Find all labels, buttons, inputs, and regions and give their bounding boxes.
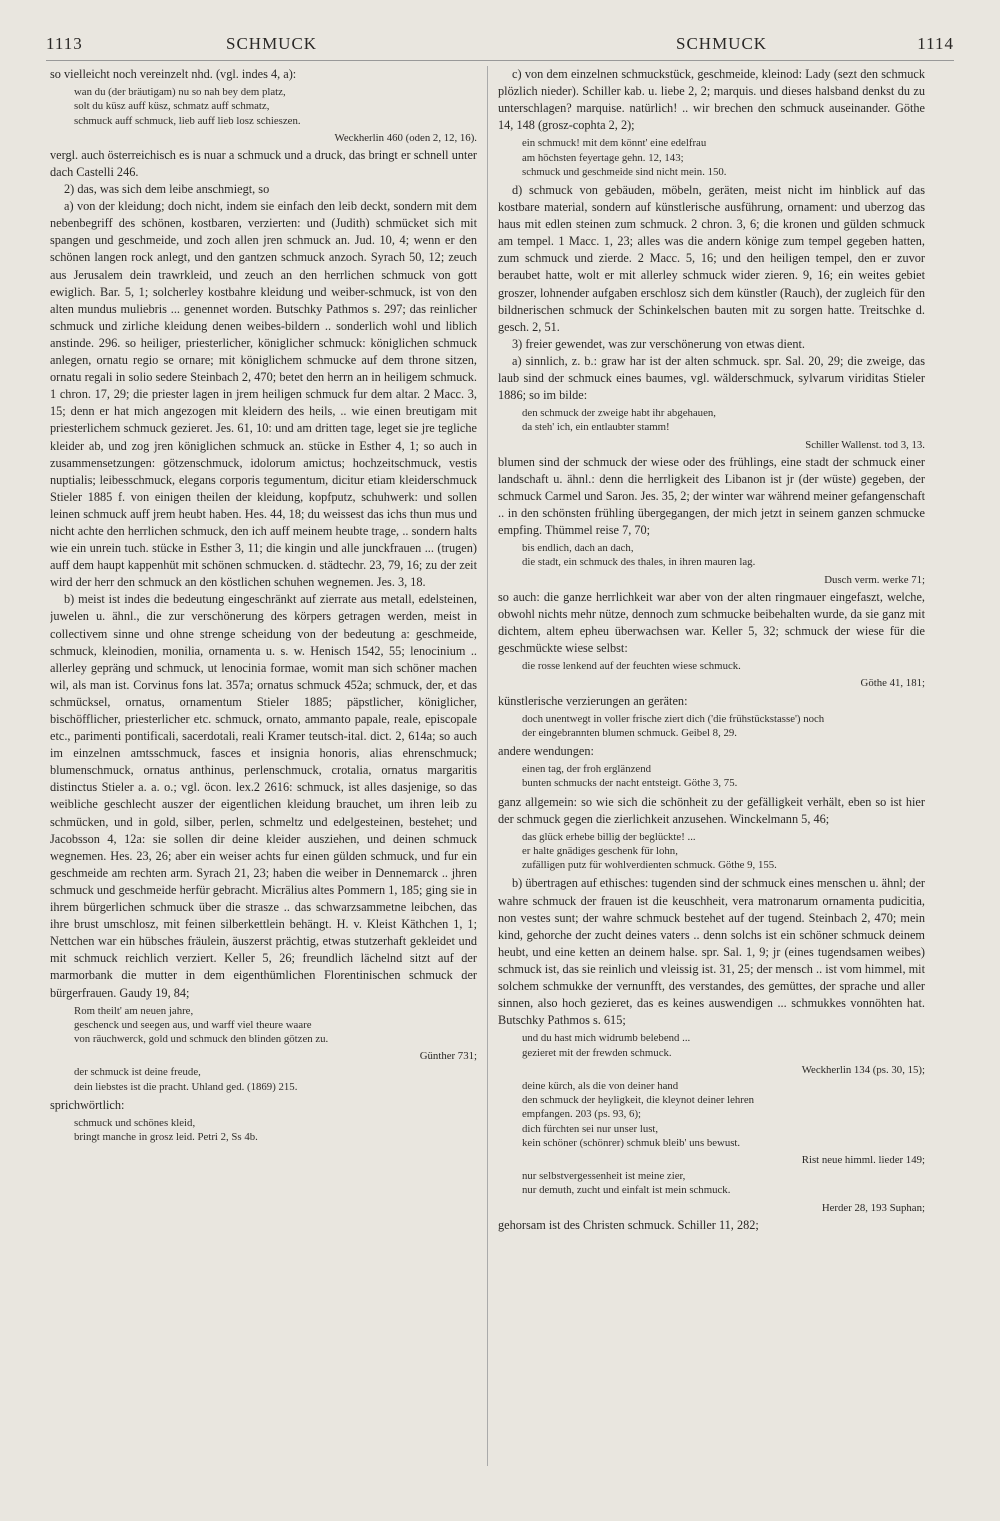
entry-paragraph: b) meist ist indes die bedeutung eingeschränkt auf zierrate aus metall, edelsteinen, juwelen u. ähnl., die zur verschönerung des körpers getragen werden, meist in collectivem sinne und ohne strenge scheidung von der bedeutung a: geschmeide, schmuck, kleinodien, monilia, ornamenta u. s. w. Henisch 1542, 55; lenocinium .. allerley gepräng und schmuck, ut lenocinia formae, womit man sich schöner machen wil, als man ist. Corvinus fons lat. 357a; ornatus schmuck 452a; schmuck, der, et das schmücksel, ornatus, ornamentum Stieler 1885; päpstlicher, königlicher, bischöfflicher, priesterlicher etc. schmuck, ornato, ammanto papale, reale, episcopale etc., parimenti pontificali, sacerdotali, reali Kramer teutsch-ital. dict. 2, 614a; so auch im einzelnen amtsschmuck, fasces et insignia honoris, alias ehrenschmuck; blumenschmuck, ornatus anthinus, perlenschmuck, crotalia, ornatus margaritis distinctus Stieler a. a. o.; vgl. öcon. lex.2 2616: schmuck, ist alles dasjenige, so das weibliche geschlecht auszer der eigentlichen kleidung brauchet, um ihren leib zu schmücken, und in gold, silber, perlen, schmeltz und edelgesteinen, bestehet; und Jacobsson 4, 12a: sie sollen dir deine kleider ausziehen, und deinen schmuck wegnemen. Hes. 23, 26; aber ein weiser achts fur einen gülden schmuck, und fur ein geschmeide am rechten arm. Syrach 21, 23; haben die weiber in Dennemarck .. jhren schmuck und geschmeide herfür gebracht. Micrälius altes Pommern 1, 185; ging sie in ihrem bürgerlichen schmuck über die strasze .. das schwarzsammetne leibchen, das ihre brust umschlosz, mit feinen silberkettlein behängt. H. v. Kleist Käthchen 1, 1; Nettchen war ein hübsches fräulein, äuszerst prächtig, etwas stutzerhaft gekleidet und mit schmuck reichlich verziert. Keller 5, 26; freundlich lächelnd sitzt auf der marmorbank die mutter in dem eigenthümlichen Florentinischen schmuck der bürgerfrauen. Gaudy 19, 84; (50, 592, 477, 1000)
source-citation: Rist neue himml. lieder 149; (801, 1153, 925, 1166)
keyword-right: SCHMUCK (676, 34, 768, 53)
entry-paragraph: andere wendungen: (498, 744, 594, 759)
verse-quote: ein schmuck! mit dem könnt' eine edelfrau am höchsten feyertage gehn. 12, 143; schmuck und geschmeide sind nicht mein. 150. (522, 137, 727, 178)
entry-paragraph: künstlerische verzierungen an geräten: (498, 693, 688, 708)
column-divider (487, 66, 488, 1466)
entry-paragraph: ganz allgemein: so wie sich die schönheit zu der gefälligkeit verhält, eben so ist hier der schmuck gegen die zierlichkeit anzusehen. Winckelmann 5, 46; (498, 794, 925, 826)
source-citation: Göthe 41, 181; (860, 677, 925, 690)
entry-paragraph: a) sinnlich, z. b.: graw har ist der alten schmuck. spr. Sal. 20, 29; die zweige, das laub sind der schmuck eines baumes, vgl. wälderschmuck, sylvarum viriditas Stieler 1886; so im bilde: (498, 353, 925, 403)
verse-quote: und du hast mich widrumb belebend ... gezieret mit der frewden schmuck. (522, 1032, 691, 1059)
verse-quote: Rom theilt' am neuen jahre, geschenck und seegen aus, und warff viel theure waare von räuchwerck, gold und schmuck den blinden götzen zu. (74, 1004, 329, 1045)
left-column (50, 66, 477, 1466)
verse-quote: wan du (der bräutigam) nu so nah bey dem platz, solt du küsz auff küsz, schmatz auff schmatz, schmuck auff schmuck, lieb auff lieb losz schieszen. (74, 86, 301, 127)
verse-quote: einen tag, der froh erglänzend bunten schmucks der nacht entsteigt. Göthe 3, 75. (522, 763, 738, 790)
entry-paragraph: d) schmuck von gebäuden, möbeln, geräten, meist nicht im hinblick auf das kostbare material, sondern auf künstlerische ausführung, ornament: und uberzog das haus mit edlen steinen zum schmuck. 2 chron. 3, 6; die kronen und gülden schmuck am tempel. 1 Macc. 1, 23; alles was die andern könige zum tempel gegeben hatten, zum schmuck und zierde. 2 Macc. 5, 16; und den heiligen tempel, den er zuvor beraubet hatte, wolt er mit allerley schmuck wider zieren. 9, 16; ein weites gebiet groszer, lohnender aufgaben erschlosz sich dem künstler (Rauch), der zugleich für den bildnerischen schmuck der Schinkelschen bauten mit zu sorgen hatte. Treitschke d. gesch. 2, 51. (498, 182, 925, 334)
source-citation: Günther 731; (419, 1050, 477, 1063)
entry-paragraph: c) von dem einzelnen schmuckstück, geschmeide, kleinod: Lady (sezt den schmuck plözlich nieder). Schiller kab. u. liebe 2, 2; marquis. und dieses halsband denkst du zu unterschlagen? marquise. natürlich! .. wir brechen den schmuck auseinander. Göthe 14, 148 (grosz-cophta 2, 2); (498, 67, 925, 133)
entry-paragraph: a) von der kleidung; doch nicht, indem sie einfach den leib deckt, sondern mit dem nebenbegriff des schönen, kostbaren, verzierten: und (Judith) schmücket sich mit spangen und geschmeide, und zoch allen jren schmuck an. Jud. 10, 4; wenn er den schönen langen rock anlegt, und den gantzen schmuck anzoch. Syrach 50, 12; zeuch aus Jerusalem dein trawrkleid, und zeuch an den herrlichen schmuck von gott ewiglich. Bar. 5, 1; solcherley kostbahre kleidung und weiber-schmuck, ist von den alten mundus muliebris ... genennet worden. Butschky Pathmos s. 297; das reinlicher schmuck und zirliche kleidung denen weibes-bildern .. sonderlich wohl und liblich anstinde. 296. so heiliger, priesterlicher, königlicher schmuck: königlichen schmuck anlegen, ornatu regio se ornare; mit königlichem schmucke auf dem throne sitzen, ornatu regali in solio sedere Steinbach 2, 470; betet den herrn an in heiligem schmuck. 1 chron. 17, 29; die priester lagen in jrem heiligen schmuck fur dem altar. 2 Macc. 3, 15; denn er hat mich angezogen mit kleidern des heils, .. wie einen breutigam mit priesterlichem schmuck gezieret. Jes. 61, 10: und am dritten tage, leget sie jre tegliche kleider ab, und zog jren königlichen schmuck an. stücke in Esther 4, 1; so auch in zusammensetzungen: götzenschmuck, idolorum amictus; hochzeitschmuck, vestis nuptialis; leibesschmuck, elegans corporis tegumentum, dicitur etiam kleiderschmuck Stieler 1885 f. von einigen theilen der kleidung, kopfputz, schuhwerk: und sollen leinen schmuck auff jrem heubt haben. Hes. 44, 18; du weissest das ichs thun mus und nicht achte den herrlichen schmuck, den ich auff meinem heubte trage, .. sondern halts wie ein unrein tuch. stücke in Esther 3, 11; die kingin und alle junckfrauen ... (trugen) auff dem haupt kappenhüt mit schönen schmucken. d. städtechr. 23, 79, 16; zu der zeit wird der herr den schmuck an den köstlichen schuhen wegnemen. Jes. 3, 18. (50, 199, 477, 590)
entry-paragraph: sprichwörtlich: (50, 1097, 125, 1112)
page-number-right: 1114 (917, 34, 954, 53)
verse-quote: der schmuck ist deine freude, dein liebstes ist die pracht. Uhland ged. (1869) 215. (74, 1066, 298, 1093)
source-citation: Herder 28, 193 Suphan; (821, 1201, 925, 1214)
verse-quote: das glück erhebe billig der beglückte! ... er halte gnädiges geschenk für lohn, zufälligen putz für wohlverdienten schmuck. Göthe 9, 155. (522, 830, 777, 872)
verse-quote: den schmuck der zweige habt ihr abgehauen, da steh' ich, ein entlaubter stamm! (522, 407, 716, 434)
verse-quote: die rosse lenkend auf der feuchten wiese schmuck. (522, 660, 741, 673)
entry-paragraph: vergl. auch österreichisch es is nuar a schmuck und a druck, das bringt er schnell unter dach Castelli 246. (50, 147, 477, 179)
verse-quote: schmuck und schönes kleid, bringt manche in grosz leid. Petri 2, Ss 4b. (74, 1116, 258, 1144)
entry-paragraph: so auch: die ganze herrlichkeit war aber von der alten ringmauer eingefaszt, welche, obwohl nichts mehr nütze, dennoch zum schmucke beibehalten wurde, da sie ganz mit dichtem, altem epheu überwachsen war. Keller 5, 32; schmuck der wiese für die geschmückte wiese selbst: (498, 589, 925, 656)
keyword-left: SCHMUCK (226, 34, 318, 53)
source-citation: Schiller Wallenst. tod 3, 13. (805, 438, 925, 451)
page-number-left: 1113 (46, 34, 83, 53)
verse-quote: bis endlich, dach an dach, die stadt, ein schmuck des thales, in ihren mauren lag. (522, 542, 756, 569)
entry-paragraph: 2) das, was sich dem leibe anschmiegt, so (64, 182, 270, 197)
verse-quote: nur selbstvergessenheit ist meine zier, nur demuth, zucht und einfalt ist mein schmuck. (522, 1170, 731, 1197)
source-citation: Weckherlin 460 (oden 2, 12, 16). (334, 131, 477, 144)
source-citation: Dusch verm. werke 71; (824, 573, 925, 586)
entry-paragraph: gehorsam ist des Christen schmuck. Schiller 11, 282; (498, 1217, 759, 1232)
source-citation: Weckherlin 134 (ps. 30, 15); (801, 1063, 925, 1076)
entry-paragraph: b) übertragen auf ethisches: tugenden sind der schmuck eines menschen u. ähnl; der wahre schmuck der frauen ist die keuschheit, vera matronarum ornamenta pudicitia, non vestes sunt; der wahre schmuck bestehet auf der tugend. Steinbach 2, 470; mein kind, gehorche der zucht deines vaters .. denn solchs ist ein schöner schmuck deinem heubt, und eine ketten an deinem halse. spr. Sal. 1, 9; jr (eines tugendsamen weibes) schmuck ist, das sie reinlich und vleissig ist. 31, 25; der mensch .. ist vom himmel, mit solchem schmukke der vernunfft, des verstandes, des gemüttes, der sprache und aller sinnen, also hoch gezieret, das es keines auswendigen ... schmukkes vonnöhten hat. Butschky Pathmos s. 615; (498, 876, 925, 1028)
running-header (46, 30, 954, 61)
verse-quote: doch unentwegt in voller frische ziert dich ('die frühstückstasse') noch der eingebrannten blumen schmuck. Geibel 8, 29. (522, 712, 825, 739)
verse-quote: deine kürch, als die von deiner hand den schmuck der heyligkeit, die kleynot deiner lehren empfangen. 203 (ps. 93, 6); dich fürchten sei nur unser lust, kein schöner (schönrer) schmuk bleib' uns bewust. (522, 1079, 755, 1149)
right-column (498, 66, 925, 1466)
entry-paragraph: blumen sind der schmuck der wiese oder des frühlings, eine stadt der schmuck einer landschaft u. ähnl.: denn die herrligkeit des Libanon ist jr (der wüste) gegeben, der schmuck Carmel und Saron. Jes. 35, 2; der winter war während meiner gefangenschaft .. in den schönsten frühling übergegangen, der mich jetzt in seinem ganzen schmucke empfing. Thümmel reise 7, 70; (498, 454, 925, 538)
entry-paragraph: 3) freier gewendet, was zur verschönerung von etwas dient. (512, 336, 805, 351)
entry-paragraph: so vielleicht noch vereinzelt nhd. (vgl. indes 4, a): (50, 67, 297, 81)
